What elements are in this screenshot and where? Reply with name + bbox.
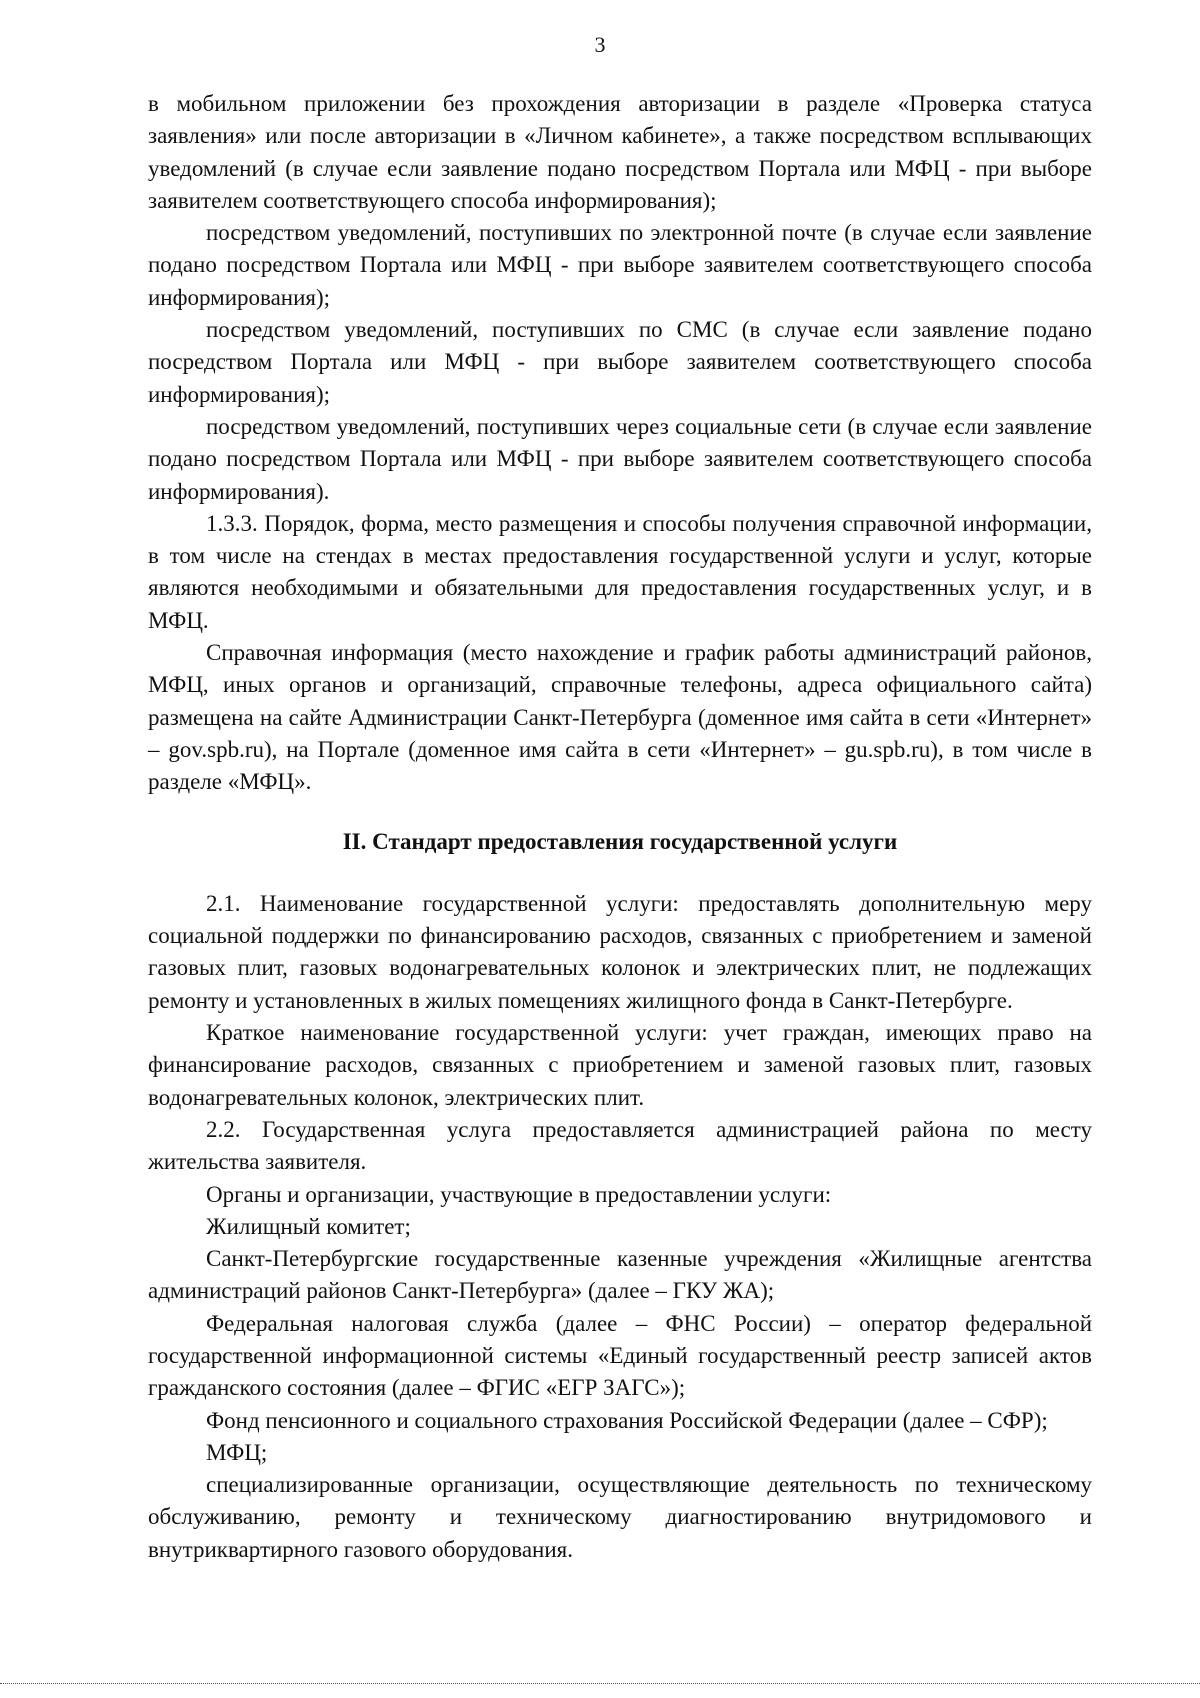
paragraph-status-check: в мобильном приложении без прохождения авторизации в разделе «Проверка статуса заявления» или после авторизации в «Личном кабинете», а также посредством всплывающих уведомлений (в случае если заявление подано посредством Портала или МФЦ - при выборе заявителем соответствующего способа информирования); <box>148 91 1092 213</box>
paragraph-1-3-3: 1.3.3. Порядок, форма, место размещения и способы получения справочной информации, в том числе на стендах в местах предоставления государственной услуги и услуг, которые являются необходимыми и обязательными для предоставления государственных услуг, и в МФЦ. <box>148 510 1092 633</box>
paragraph-participating-bodies: Органы и организации, участвующие в предоставлении услуги: <box>206 1181 832 1207</box>
page-number: 3 <box>594 32 606 57</box>
footer-divider <box>0 1683 1200 1684</box>
paragraph-sms-notifications: посредством уведомлений, поступивших по СМС (в случае если заявление подано посредством Портала или МФЦ - при выборе заявителем соответствующего способа информирования); <box>148 317 1092 407</box>
document-body <box>148 88 1092 1566</box>
paragraph-2-1-service-name: 2.1. Наименование государственной услуги: предоставлять дополнительную меру социальной поддержки по финансированию расходов, связанных с приобретением и заменой газовых плит, газовых водонагревательных колонок и электрических плит, не подлежащих ремонту и установленных в жилых помещениях жилищного фонда в Санкт-Петербурге. <box>148 890 1092 1013</box>
list-item-housing-committee: Жилищный комитет; <box>206 1213 411 1239</box>
paragraph-2-2-provider: 2.2. Государственная услуга предоставляется администрацией района по месту жительства заявителя. <box>148 1116 1092 1175</box>
list-item-fns: Федеральная налоговая служба (далее – ФНС России) – оператор федеральной государственной информационной системы «Единый государственный реестр записей актов гражданского состояния (далее – ФГИС «ЕГР ЗАГС»); <box>148 1310 1092 1401</box>
list-item-gas-organizations: специализированные организации, осуществляющие деятельность по техническому обслуживанию, ремонту и техническому диагностированию внутридомового и внутриквартирного газового оборудования. <box>148 1472 1092 1562</box>
list-item-sfr: Фонд пенсионного и социального страхования Российской Федерации (далее – СФР); <box>206 1407 1048 1433</box>
paragraph-short-service-name: Краткое наименование государственной услуги: учет граждан, имеющих право на финансирование расходов, связанных с приобретением и заменой газовых плит, газовых водонагревательных колонок, электрических плит. <box>148 1020 1092 1110</box>
list-item-gku-zha: Санкт-Петербургские государственные казенные учреждения «Жилищные агентства администраций районов Санкт-Петербурга» (далее – ГКУ ЖА); <box>148 1246 1092 1304</box>
paragraph-social-notifications: посредством уведомлений, поступивших через социальные сети (в случае если заявление подано посредством Портала или МФЦ - при выборе заявителем соответствующего способа информирования). <box>148 413 1092 504</box>
section-heading: II. Стандарт предоставления государственной услуги <box>342 828 898 854</box>
paragraph-email-notifications: посредством уведомлений, поступивших по электронной почте (в случае если заявление подано посредством Портала или МФЦ - при выборе заявителем соответствующего способа информирования); <box>148 220 1092 310</box>
paragraph-reference-info: Справочная информация (место нахождение и график работы администраций районов, МФЦ, иных органов и организаций, справочные телефоны, адреса официального сайта) размещена на сайте Администрации Санкт-Петербурга (доменное имя сайта в сети «Интернет» – gov.spb.ru), на Портале (доменное имя сайта в сети «Интернет» – gu.spb.ru), в том числе в разделе «МФЦ». <box>148 640 1092 795</box>
list-item-mfc: МФЦ; <box>206 1439 268 1465</box>
